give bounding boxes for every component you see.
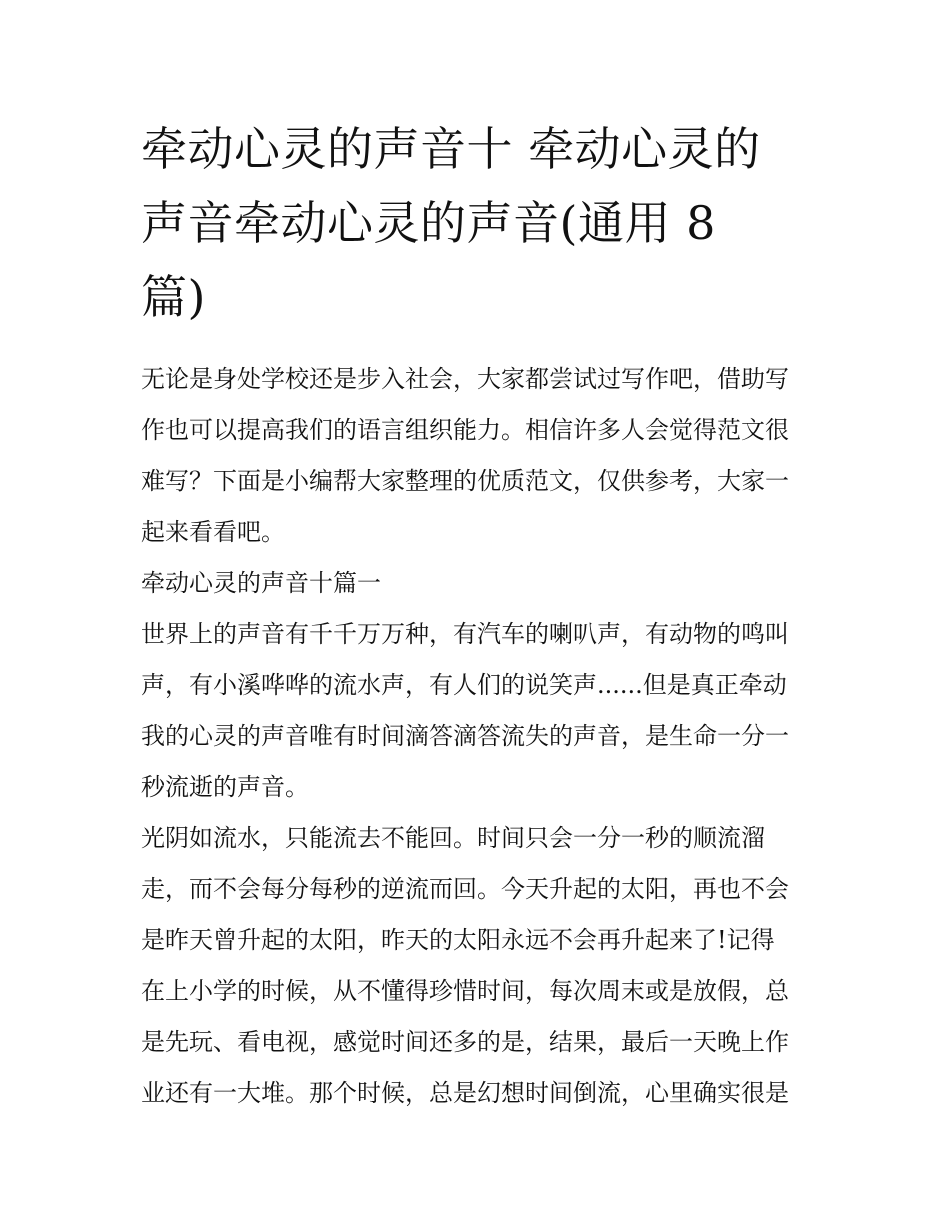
body-paragraph [141, 813, 813, 1119]
text-line: 在上小学的时候，从不懂得珍惜时间，每次周末或是放假，总 [141, 977, 789, 1005]
intro-paragraph [141, 354, 813, 558]
section-heading [141, 558, 813, 609]
text-line: 难写？下面是小编帮大家整理的优质范文，仅供参考，大家一 [141, 467, 789, 495]
title-line: 篇) [141, 270, 206, 324]
text-line: 光阴如流水，只能流去不能回。时间只会一分一秒的顺流溜 [141, 824, 765, 852]
text-line: 走，而不会每分每秒的逆流而回。今天升起的太阳，再也不会 [141, 875, 789, 903]
text-line: 是先玩、看电视，感觉时间还多的是，结果，最后一天晚上作 [141, 1028, 789, 1056]
text-line: 声，有小溪哗哗的流水声，有人们的说笑声......但是真正牵动 [141, 671, 787, 699]
text-line: 世界上的声音有千千万万种，有汽车的喇叭声，有动物的鸣叫 [141, 620, 789, 648]
title-line: 声音牵动心灵的声音(通用 8 [141, 196, 716, 250]
text-line: 起来看看吧。 [141, 518, 285, 546]
title-line: 牵动心灵的声音十 牵动心灵的 [141, 122, 761, 176]
document-body [141, 354, 813, 1119]
text-line: 无论是身处学校还是步入社会，大家都尝试过写作吧，借助写 [141, 365, 789, 393]
body-paragraph [141, 609, 813, 813]
text-line: 牵动心灵的声音十篇一 [141, 569, 381, 597]
text-line: 作也可以提高我们的语言组织能力。相信许多人会觉得范文很 [141, 416, 789, 444]
document-page [141, 112, 813, 1119]
document-title [141, 112, 813, 334]
text-line: 是昨天曾升起的太阳，昨天的太阳永远不会再升起来了!记得 [141, 926, 775, 954]
text-line: 秒流逝的声音。 [141, 773, 309, 801]
text-line: 我的心灵的声音唯有时间滴答滴答流失的声音，是生命一分一 [141, 722, 789, 750]
text-line: 业还有一大堆。那个时候，总是幻想时间倒流，心里确实很是 [141, 1079, 789, 1107]
